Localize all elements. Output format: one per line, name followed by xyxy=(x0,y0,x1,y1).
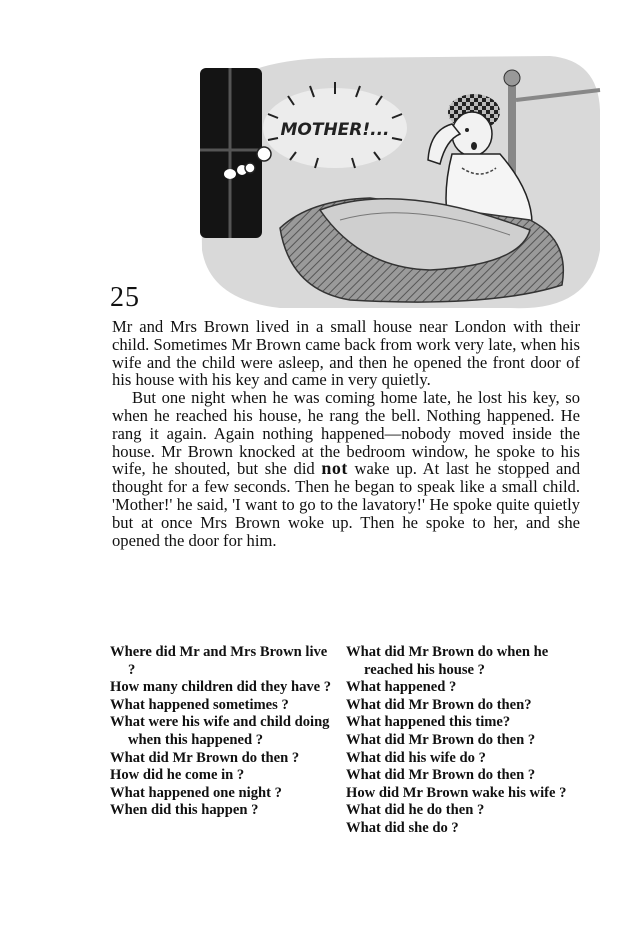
question-item: What were his wife and child doing when this happened ? xyxy=(110,714,330,748)
story-paragraph-2-part-a: But one night when he was coming home late, he lost his key, so when he reached his house, he rang the bell. Nothing happened. He rang it again. Again nothing happened—nobody moved inside the house. Mr Brown knocked at the bedroom window, he spoke to his wife, he shouted, but she did xyxy=(112,388,580,479)
question-item: What did she do ? xyxy=(346,819,459,836)
question-item: What did Mr Brown do then ? xyxy=(346,731,536,748)
question-item: What happened sometimes ? xyxy=(110,696,289,713)
question-item: What happened ? xyxy=(346,679,457,696)
questions-right-column xyxy=(346,644,576,838)
question-item: How did he come in ? xyxy=(110,767,245,784)
question-item: What happened one night ? xyxy=(110,784,282,801)
lesson-number: 25 xyxy=(110,282,140,313)
question-item: How did Mr Brown wake his wife ? xyxy=(346,784,567,801)
woman-in-bed-illustration xyxy=(190,50,602,312)
question-item: What did Mr Brown do then ? xyxy=(110,749,300,766)
story-paragraph-2 xyxy=(112,389,580,549)
question-item: What did he do then ? xyxy=(346,802,485,819)
question-item: Where did Mr and Mrs Brown live ? xyxy=(110,644,328,678)
question-item: How many children did they have ? xyxy=(110,679,332,696)
story-paragraph-2-part-b: wake up. At last he stopped and thought for a few seconds. Then he began to speak like a small child. 'Mother!' he said, 'I want to go to the lavatory!' He spoke quite quietly but at once Mrs Brown woke up. Then he spoke to her, and she opened the door for him. xyxy=(112,459,581,550)
question-item: What did Mr Brown do when he reached his house ? xyxy=(346,644,549,678)
story-text xyxy=(112,318,580,549)
question-item: What did Mr Brown do then? xyxy=(346,696,532,713)
story-emphasis-not: not xyxy=(321,458,348,479)
speech-text: MOTHER!... xyxy=(280,120,390,140)
story-paragraph-1: Mr and Mrs Brown lived in a small house near London with their child. Sometimes Mr Brown came back from work very late, when his wife and the child were asleep, and then he opened the front door of his house with his key and came in very quietly. xyxy=(112,317,580,390)
question-item: When did this happen ? xyxy=(110,802,259,819)
question-item: What did his wife do ? xyxy=(346,749,486,766)
question-item: What happened this time? xyxy=(346,714,511,731)
questions-left-column xyxy=(110,644,332,820)
question-item: What did Mr Brown do then ? xyxy=(346,767,536,784)
